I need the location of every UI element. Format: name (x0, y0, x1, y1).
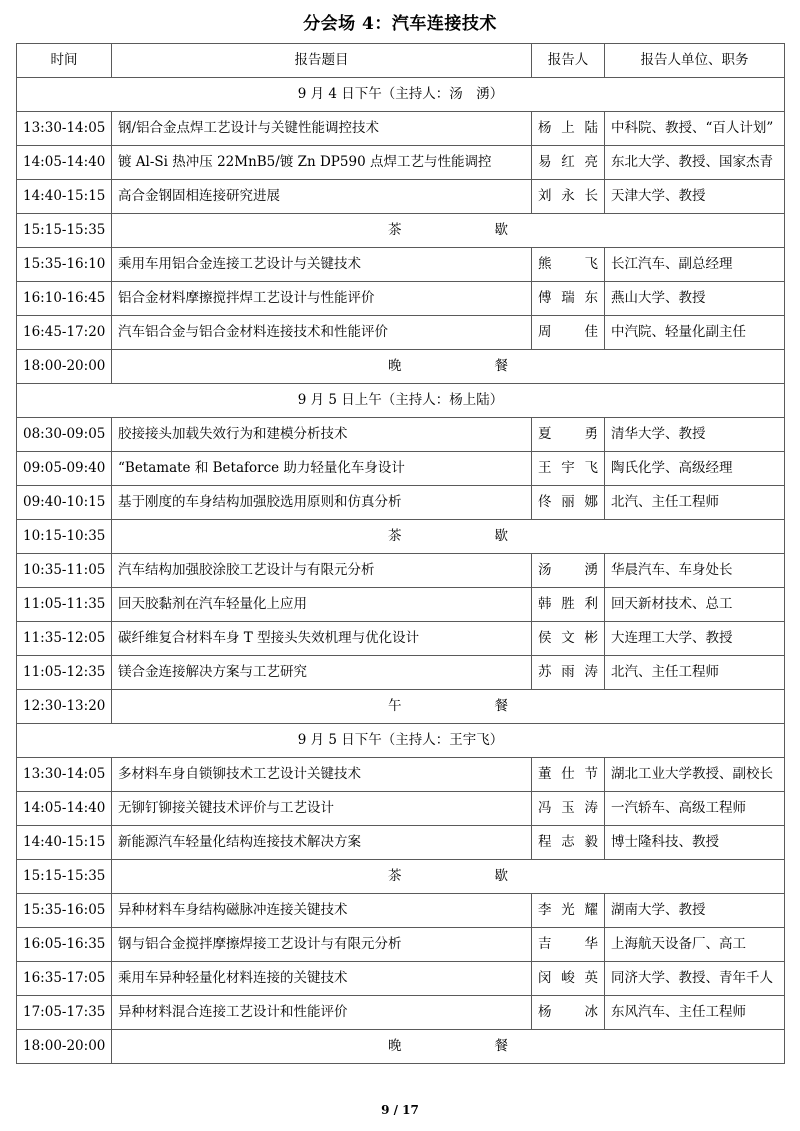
table-row (17, 554, 785, 588)
row-speaker: 夏勇 (532, 418, 605, 452)
table-row (17, 384, 785, 418)
session-header-cell: 9 月 4 日下午（主持人：汤 湧） (17, 78, 785, 112)
row-time: 16:45-17:20 (17, 316, 112, 350)
table-row (17, 486, 785, 520)
table-row (17, 724, 785, 758)
row-time: 15:15-15:35 (17, 860, 112, 894)
row-topic: 乘用车异种轻量化材料连接的关键技术 (112, 962, 532, 996)
row-affiliation: 博士隆科技、教授 (605, 826, 785, 860)
row-affiliation: 清华大学、教授 (605, 418, 785, 452)
table-row (17, 826, 785, 860)
table-row (17, 350, 785, 384)
row-speaker: 傅瑞东 (532, 282, 605, 316)
row-affiliation: 长江汽车、副总经理 (605, 248, 785, 282)
table-row (17, 78, 785, 112)
row-time: 13:30-14:05 (17, 112, 112, 146)
row-topic: 基于刚度的车身结构加强胶选用原则和仿真分析 (112, 486, 532, 520)
break-label: 晚 餐 (388, 1037, 508, 1054)
row-topic: “Betamate 和 Betaforce 助力轻量化车身设计 (112, 452, 532, 486)
row-speaker: 董仕节 (532, 758, 605, 792)
row-topic: 乘用车用铝合金连接工艺设计与关键技术 (112, 248, 532, 282)
row-speaker: 程志毅 (532, 826, 605, 860)
table-row (17, 418, 785, 452)
row-topic: 汽车铝合金与铝合金材料连接技术和性能评价 (112, 316, 532, 350)
row-speaker: 杨冰 (532, 996, 605, 1030)
row-topic: 汽车结构加强胶涂胶工艺设计与有限元分析 (112, 554, 532, 588)
row-affiliation: 天津大学、教授 (605, 180, 785, 214)
page-number: 9 / 17 (381, 1103, 419, 1117)
row-time: 09:40-10:15 (17, 486, 112, 520)
break-label: 午 餐 (388, 697, 508, 714)
table-row (17, 282, 785, 316)
row-topic: 铝合金材料摩擦搅拌焊工艺设计与性能评价 (112, 282, 532, 316)
row-affiliation: 陶氏化学、高级经理 (605, 452, 785, 486)
table-row (17, 622, 785, 656)
table-row (17, 112, 785, 146)
row-speaker: 李光耀 (532, 894, 605, 928)
table-row (17, 248, 785, 282)
row-affiliation: 湖南大学、教授 (605, 894, 785, 928)
row-time: 11:05-12:35 (17, 656, 112, 690)
row-time: 08:30-09:05 (17, 418, 112, 452)
table-row (17, 962, 785, 996)
table-row (17, 690, 785, 724)
row-topic: 多材料车身自锁铆技术工艺设计关键技术 (112, 758, 532, 792)
row-topic: 异种材料车身结构磁脉冲连接关键技术 (112, 894, 532, 928)
row-affiliation: 上海航天设备厂、高工 (605, 928, 785, 962)
row-speaker: 易红亮 (532, 146, 605, 180)
row-speaker: 冯玉涛 (532, 792, 605, 826)
row-speaker: 韩胜利 (532, 588, 605, 622)
row-time: 14:05-14:40 (17, 792, 112, 826)
row-time: 10:15-10:35 (17, 520, 112, 554)
table-row (17, 656, 785, 690)
row-time: 14:05-14:40 (17, 146, 112, 180)
row-affiliation: 北汽、主任工程师 (605, 486, 785, 520)
break-label: 晚 餐 (388, 357, 508, 374)
row-speaker: 苏雨涛 (532, 656, 605, 690)
row-speaker: 汤湧 (532, 554, 605, 588)
row-topic: 高合金钢固相连接研究进展 (112, 180, 532, 214)
row-time: 09:05-09:40 (17, 452, 112, 486)
break-label-cell (112, 690, 785, 724)
row-affiliation: 大连理工大学、教授 (605, 622, 785, 656)
table-row (17, 520, 785, 554)
row-time: 11:05-11:35 (17, 588, 112, 622)
table-row (17, 792, 785, 826)
row-time: 15:15-15:35 (17, 214, 112, 248)
table-row (17, 214, 785, 248)
row-time: 14:40-15:15 (17, 826, 112, 860)
row-time: 15:35-16:05 (17, 894, 112, 928)
table-row (17, 1030, 785, 1064)
table-row (17, 146, 785, 180)
table-row (17, 588, 785, 622)
table-row (17, 860, 785, 894)
table-body (17, 78, 785, 1064)
row-speaker: 侯文彬 (532, 622, 605, 656)
table-row (17, 996, 785, 1030)
row-affiliation: 东风汽车、主任工程师 (605, 996, 785, 1030)
break-label: 茶 歇 (388, 527, 508, 544)
row-affiliation: 一汽轿车、高级工程师 (605, 792, 785, 826)
row-time: 18:00-20:00 (17, 1030, 112, 1064)
row-speaker: 佟丽娜 (532, 486, 605, 520)
row-speaker: 刘永长 (532, 180, 605, 214)
break-label: 茶 歇 (388, 867, 508, 884)
table-row (17, 758, 785, 792)
row-time: 16:05-16:35 (17, 928, 112, 962)
row-affiliation: 回天新材技术、总工 (605, 588, 785, 622)
row-topic: 回天胶黏剂在汽车轻量化上应用 (112, 588, 532, 622)
break-label-cell (112, 860, 785, 894)
row-topic: 钢/铝合金点焊工艺设计与关键性能调控技术 (112, 112, 532, 146)
break-label: 茶 歇 (388, 221, 508, 238)
column-header-time: 时间 (17, 44, 112, 78)
row-affiliation: 北汽、主任工程师 (605, 656, 785, 690)
row-time: 16:35-17:05 (17, 962, 112, 996)
row-time: 10:35-11:05 (17, 554, 112, 588)
table-row (17, 452, 785, 486)
table-header-row (17, 44, 785, 78)
row-time: 17:05-17:35 (17, 996, 112, 1030)
table-row (17, 894, 785, 928)
row-topic: 碳纤维复合材料车身 T 型接头失效机理与优化设计 (112, 622, 532, 656)
table-row (17, 316, 785, 350)
row-speaker: 杨上陆 (532, 112, 605, 146)
row-affiliation: 燕山大学、教授 (605, 282, 785, 316)
row-affiliation: 湖北工业大学教授、副校长 (605, 758, 785, 792)
row-affiliation: 同济大学、教授、青年千人 (605, 962, 785, 996)
row-time: 15:35-16:10 (17, 248, 112, 282)
page-title: 分会场 4：汽车连接技术 (303, 14, 497, 34)
row-speaker: 熊飞 (532, 248, 605, 282)
row-topic: 钢与铝合金搅拌摩擦焊接工艺设计与有限元分析 (112, 928, 532, 962)
row-topic: 新能源汽车轻量化结构连接技术解决方案 (112, 826, 532, 860)
row-topic: 镀 Al-Si 热冲压 22MnB5/镀 Zn DP590 点焊工艺与性能调控 (112, 146, 532, 180)
table-header (17, 44, 785, 78)
row-topic: 异种材料混合连接工艺设计和性能评价 (112, 996, 532, 1030)
session-schedule-table (16, 43, 785, 1064)
column-header-speaker: 报告人 (532, 44, 605, 78)
row-speaker: 吉华 (532, 928, 605, 962)
row-topic: 无铆钉铆接关键技术评价与工艺设计 (112, 792, 532, 826)
row-affiliation: 华晨汽车、车身处长 (605, 554, 785, 588)
row-speaker: 闵峻英 (532, 962, 605, 996)
table-row (17, 928, 785, 962)
session-header-cell: 9 月 5 日下午（主持人：王宇飞） (17, 724, 785, 758)
row-affiliation: 东北大学、教授、国家杰青 (605, 146, 785, 180)
row-time: 13:30-14:05 (17, 758, 112, 792)
row-time: 11:35-12:05 (17, 622, 112, 656)
table-row (17, 180, 785, 214)
row-speaker: 王宇飞 (532, 452, 605, 486)
row-time: 18:00-20:00 (17, 350, 112, 384)
row-affiliation: 中汽院、轻量化副主任 (605, 316, 785, 350)
row-speaker: 周佳 (532, 316, 605, 350)
break-label-cell (112, 520, 785, 554)
row-time: 12:30-13:20 (17, 690, 112, 724)
break-label-cell (112, 1030, 785, 1064)
column-header-affiliation: 报告人单位、职务 (605, 44, 785, 78)
row-topic: 胶接接头加载失效行为和建模分析技术 (112, 418, 532, 452)
break-label-cell (112, 214, 785, 248)
break-label-cell (112, 350, 785, 384)
row-topic: 镁合金连接解决方案与工艺研究 (112, 656, 532, 690)
session-header-cell: 9 月 5 日上午（主持人：杨上陆） (17, 384, 785, 418)
row-affiliation: 中科院、教授、“百人计划” (605, 112, 785, 146)
row-time: 14:40-15:15 (17, 180, 112, 214)
row-time: 16:10-16:45 (17, 282, 112, 316)
column-header-topic: 报告题目 (112, 44, 532, 78)
